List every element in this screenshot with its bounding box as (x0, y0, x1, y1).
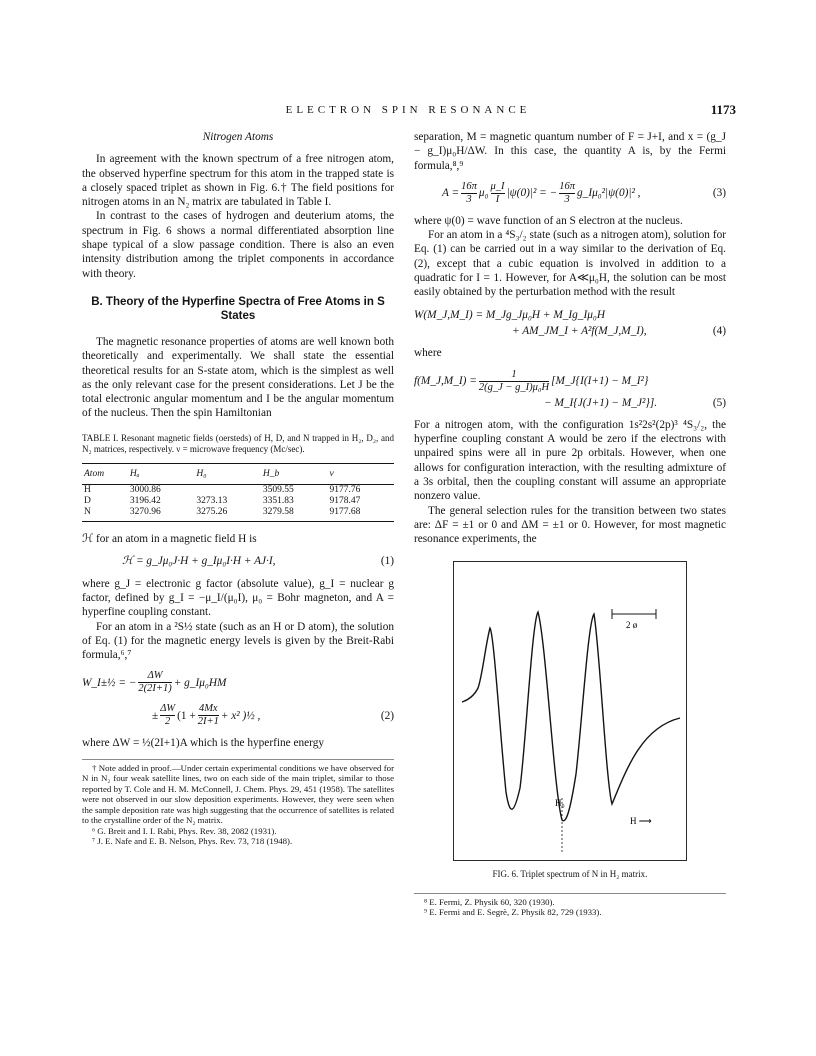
fraction (198, 703, 219, 728)
table-header-row (82, 463, 394, 484)
fraction (479, 369, 549, 394)
table-header-cell: H₀ (194, 463, 261, 484)
paragraph: The magnetic resonance properties of atoms are well known both theoretically and experimentally. We shall state the essential theoretical results for an S-state atom, which is the simplest as well as the only relevant case for the present considerations. Let J be the total electronic angular momentum and I be the angular momentum of the nucleus. Then the spin Hamiltonian (82, 335, 394, 420)
fraction-denominator: 2 (165, 716, 171, 728)
equation-term: μ₀ (478, 187, 489, 200)
equation-body: − M_I{J(J+1) − M_J²}]. (544, 396, 658, 409)
table-header-cell: Atom (82, 463, 128, 484)
fraction-numerator: 16π (461, 180, 477, 192)
plus-minus: ± (152, 709, 159, 722)
equation-term: g_Iμ₀²|ψ(0)|² , (577, 187, 641, 200)
paragraph: where ψ(0) = wave function of an S electron at the nucleus. (414, 214, 683, 227)
footnote: ⁶ G. Breit and I. I. Rabi, Phys. Rev. 38, 2082 (1931). (92, 825, 277, 836)
table-cell: 3196.42 (129, 496, 161, 507)
table-cell: 3509.55 (262, 485, 294, 496)
table-row (82, 507, 394, 522)
footnote: ⁸ E. Fermi, Z. Physik 60, 320 (1930). (424, 896, 555, 907)
spectrum-trace (462, 612, 680, 821)
table-caption: TABLE I. Resonant magnetic fields (oersteds) of H, D, and N trapped in H₂, D₂, and N₂ matrices, respectively. ν = microwave frequency (Mc/sec). (82, 432, 394, 454)
table-row (82, 485, 394, 497)
equation-body: ℋ = g_Jμ₀J·H + g_Iμ₀I·H + AJ·I, (122, 555, 276, 568)
fraction-denominator: 3 (466, 193, 472, 205)
fraction-numerator: μ_I (490, 180, 505, 192)
table-cell: D (84, 496, 91, 507)
footnote: † Note added in proof.—Under certain experimental conditions we have observed for N in N₂ four weak satellite lines, two on each side of the main triplet, similar to those reported by T. Cole and H. M. McConnell, J. Chem. Phys. 29, 451 (1958). The satellites were not observed in our slow deposition experiments. However, they were seen when the sample deposition rate was high suggesting that the occurrence of satellites is related to the crystalline order of the N₂ matrix. (82, 762, 394, 826)
footnote: ⁹ E. Fermi and E. Segrè, Z. Physik 82, 729 (1933). (424, 907, 602, 918)
fraction-numerator: ΔW (160, 703, 176, 715)
figure-6 (453, 561, 687, 861)
table-header-cell: H_b (261, 463, 328, 484)
section-heading: B. Theory of the Hyperfine Spectra of Free Atoms in S States (91, 295, 385, 322)
paragraph: For an atom in a ²S½ state (such as an H or D atom), the solution of Eq. (1) for the magnetic energy levels is given by the Breit-Rabi formula,⁶,⁷ (82, 620, 394, 662)
fraction (461, 181, 477, 206)
table-cell: 3000.86 (129, 485, 161, 496)
fraction (491, 181, 505, 206)
table-cell (194, 485, 261, 497)
equation-5-line-2 (414, 396, 726, 410)
equation-term: + g_Iμ₀HM (173, 676, 227, 689)
scale-label: 2 ø (626, 619, 638, 630)
equation-5-line-1 (414, 369, 726, 394)
running-title: ELECTRON SPIN RESONANCE (285, 104, 531, 116)
equation-term: [M_J{I(I+1) − M_I²} (551, 374, 649, 387)
equation-number: (4) (712, 324, 726, 337)
paragraph: For a nitrogen atom, with the configuration 1s²2s²(2p)³ ⁴S₃/₂, the hyperfine coupling constant A would be zero if the electrons with unpaired spins were all in pure 2p orbitals. However, when one allows for configuration interaction, with the resulting admixture of a 3s orbital, then the coupling constant will assume an appropriate nonzero value. (414, 418, 726, 503)
table-header-cell: ν (327, 463, 394, 484)
right-column (414, 130, 726, 918)
subsection-heading: Nitrogen Atoms (202, 131, 274, 143)
page-number: 1173 (710, 102, 736, 117)
left-column (82, 130, 394, 847)
table-cell: 3279.58 (261, 507, 328, 522)
table-cell: 3275.26 (194, 507, 261, 522)
table-header-cell: Hₐ (128, 463, 195, 484)
equation-term: |ψ(0)|² = − (506, 187, 558, 200)
footnotes (82, 759, 394, 847)
paragraph: where (414, 347, 442, 360)
footnotes (414, 893, 726, 918)
paragraph: In agreement with the known spectrum of a free nitrogen atom, the observed hyperfine spectrum for this atom in the trapped state is a closely spaced triplet as shown in Fig. 6.† The field positions for nitrogen atoms in an N₂ matrix are tabulated in Table I. (82, 153, 394, 209)
equation-lhs: W_I±½ = − (82, 676, 137, 689)
equation-lhs: A = (442, 187, 460, 200)
table-cell: 9178.47 (329, 496, 361, 507)
table-cell: 3270.96 (128, 507, 195, 522)
equation-4-line-2 (414, 324, 726, 338)
equation-1 (82, 554, 394, 568)
equation-4-line-1 (414, 308, 726, 322)
equation-lhs: f(M_J,M_I) = (414, 374, 477, 387)
paragraph: separation, M = magnetic quantum number of F = J+I, and x = (g_J − g_I)μ₀H/ΔW. In this case, the quantity A is, by the Fermi formula,⁸,⁹ (414, 131, 726, 172)
paragraph: where ΔW = ½(2I+1)A which is the hyperfine energy (82, 737, 325, 750)
equation-number: (2) (380, 709, 394, 722)
equation-3 (414, 181, 726, 206)
fraction-denominator: 2I+1 (197, 716, 219, 728)
data-table (82, 463, 394, 522)
paren-close: + x² )½ , (220, 709, 261, 722)
fraction (138, 670, 171, 695)
equation-number: (3) (712, 187, 726, 200)
paragraph: In contrast to the cases of hydrogen and deuterium atoms, the spectrum in Fig. 6 shows a normal differentiated absorption line shape typical of a slow passage condition. There is also an even intensity distribution among the triplet components in accordance with theory. (82, 210, 394, 280)
equation-2-line-1 (82, 670, 394, 695)
table-cell: 9177.76 (329, 485, 361, 496)
paragraph: The general selection rules for the transition between two states are: ΔF = ±1 or 0 and ΔM = ±1 or 0. However, for most magnetic resonance experiments, the (414, 504, 726, 546)
field-direction-label: H ⟶ (630, 815, 652, 826)
paren-open: (1 + (177, 709, 196, 722)
table-cell: N (82, 507, 128, 522)
table-cell: 9177.68 (327, 507, 394, 522)
fraction-denominator: 2(g_J − g_I)μ₀H (478, 381, 550, 393)
equation-number: (5) (712, 396, 726, 409)
fraction-numerator: ΔW (147, 670, 163, 682)
figure-caption: FIG. 6. Triplet spectrum of N in H₂ matrix. (492, 868, 648, 879)
fraction-denominator: 3 (564, 193, 570, 205)
paragraph: For an atom in a ⁴S₃/₂ state (such as a nitrogen atom), solution for Eq. (1) can be carried out in a way similar to the derivation of Eq. (2), except that a cubic equation is involved in addition to a quadratic for I = 1. However, for A≪μ₀H, the solution can be most easily obtained by the perturbation method with the result (414, 229, 726, 299)
table-row (82, 496, 394, 507)
fraction-numerator: 1 (511, 368, 517, 380)
paragraph: where g_J = electronic g factor (absolute value), g_I = nuclear g factor, defined by g_I = −μ_I/(μ₀I), μ₀ = Bohr magneton, and A = hyperfine coupling constant. (82, 577, 394, 619)
table-cell: H (84, 485, 91, 496)
triplet-spectrum-plot (454, 562, 686, 860)
equation-2-line-2 (82, 703, 394, 728)
equation-body: W(M_J,M_I) = M_Jg_Jμ₀H + M_Ig_Iμ₀H (414, 308, 605, 321)
table-cell: 3351.83 (262, 496, 294, 507)
fraction-denominator: I (495, 193, 500, 205)
equation-body: + AM_JM_I + A²f(M_J,M_I), (512, 324, 647, 337)
fraction-numerator: 4Mx (198, 703, 218, 715)
fraction (559, 181, 575, 206)
table-cell: 3273.13 (196, 496, 228, 507)
h0-label: H₀ (555, 797, 565, 808)
fraction (160, 703, 175, 728)
fraction-denominator: 2(2I+1) (138, 683, 172, 695)
footnote: ⁷ J. E. Nafe and E. B. Nelson, Phys. Rev. 73, 718 (1948). (92, 836, 293, 847)
paragraph: ℋ for an atom in a magnetic field H is (82, 533, 257, 546)
equation-number: (1) (380, 555, 394, 568)
fraction-numerator: 16π (559, 180, 576, 192)
